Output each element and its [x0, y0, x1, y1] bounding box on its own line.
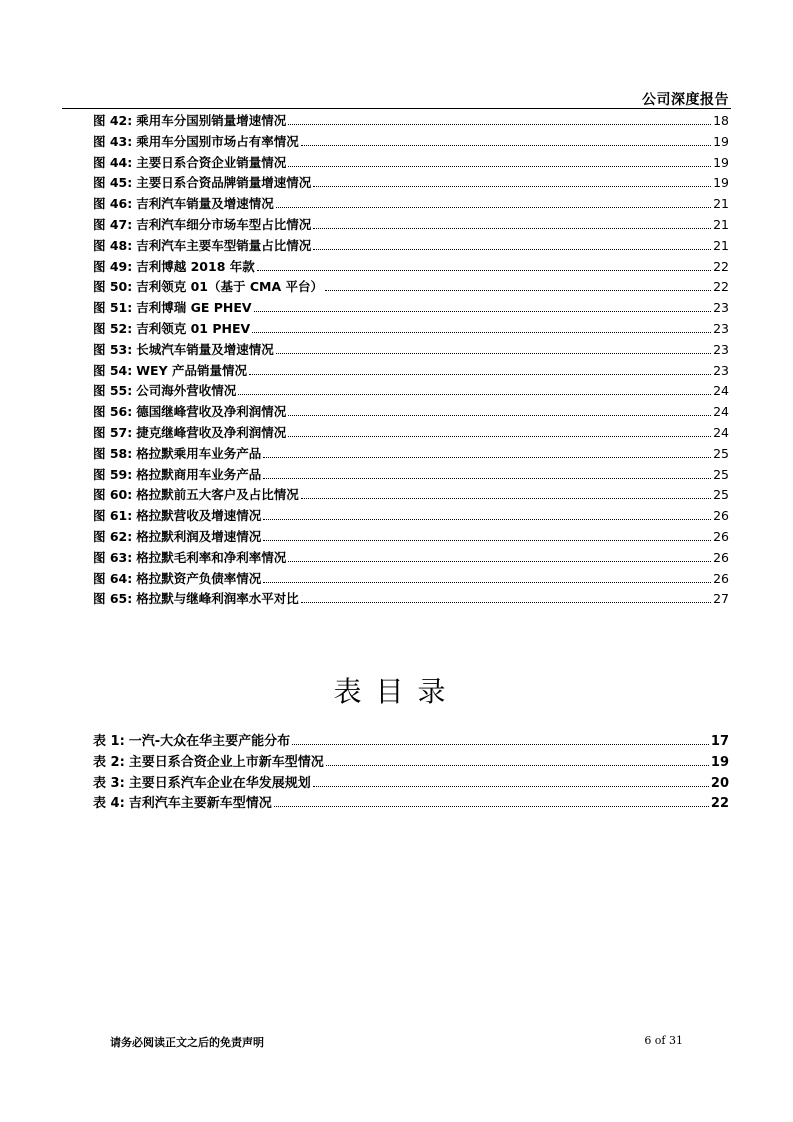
figure-toc-entry-title: 公司海外营收情况 — [136, 383, 237, 399]
figure-toc-entry[interactable] — [93, 402, 729, 423]
figure-toc-entry-title: 吉利汽车主要车型销量占比情况 — [136, 237, 312, 253]
figure-toc-entry[interactable] — [93, 340, 729, 361]
figure-toc-entry-number: 图 46: — [93, 196, 133, 212]
figure-toc-entry-number: 图 51: — [93, 300, 133, 316]
figure-toc-entry-title: 乘用车分国别销量增速情况 — [136, 113, 287, 128]
figure-toc-entry-number: 图 44: — [93, 154, 133, 170]
dot-leader — [257, 258, 711, 270]
table-toc-entry-title: 主要日系汽车企业在华发展规划 — [128, 775, 311, 791]
figure-toc-entry-page: 23 — [713, 341, 729, 357]
figure-toc-entry-page: 21 — [713, 216, 729, 232]
figure-toc-entry-number: 图 61: — [93, 508, 133, 524]
table-toc-entry-number: 表 3: — [93, 775, 125, 791]
figure-toc-entry-page: 23 — [713, 362, 729, 378]
figure-toc-entry[interactable] — [93, 506, 729, 527]
table-toc-entry[interactable] — [93, 792, 729, 813]
figure-toc-entry-number: 图 62: — [93, 528, 133, 544]
dot-leader — [263, 570, 711, 582]
figure-toc-entry-title: 格拉默乘用车业务产品 — [136, 445, 262, 461]
figure-toc-entry-page: 21 — [713, 196, 729, 212]
figure-toc-entry-page: 18 — [713, 113, 729, 128]
figure-toc-entry-title: 格拉默利润及增速情况 — [136, 528, 262, 544]
dot-leader — [276, 342, 711, 354]
table-toc-entry-page: 19 — [710, 754, 729, 770]
figure-toc-entry-number: 图 60: — [93, 487, 133, 503]
figure-toc-entry-page: 23 — [713, 320, 729, 336]
figure-toc-entry-number: 图 59: — [93, 466, 133, 482]
figure-toc-entry[interactable] — [93, 132, 729, 153]
figure-toc-entry-label — [93, 465, 261, 483]
dot-leader — [288, 154, 711, 166]
figure-toc-entry-title: 吉利领克 01（基于 CMA 平台） — [136, 279, 323, 295]
table-toc-entry-label — [93, 772, 311, 791]
figure-toc-entry-title: 主要日系合资品牌销量增速情况 — [136, 175, 312, 191]
figure-toc-entry-title: 德国继峰营收及净利润情况 — [136, 404, 287, 420]
figure-toc-entry[interactable] — [93, 194, 729, 215]
dot-leader — [313, 238, 711, 250]
table-toc-entry[interactable] — [93, 730, 729, 751]
figure-toc-entry[interactable] — [93, 527, 729, 548]
figure-toc-entry-number: 图 43: — [93, 133, 133, 149]
figure-toc-entry-label — [93, 153, 286, 171]
figure-toc-entry-number: 图 49: — [93, 258, 133, 274]
figure-toc-list — [93, 111, 729, 610]
table-toc-entry-title: 吉利汽车主要新车型情况 — [128, 796, 272, 812]
figure-toc-entry-label — [93, 298, 252, 316]
figure-toc-entry-number: 图 63: — [93, 549, 133, 565]
dot-leader — [313, 774, 709, 787]
table-toc-entry-label — [93, 751, 324, 770]
figure-toc-entry-label — [93, 506, 261, 524]
dot-leader — [276, 196, 711, 208]
dot-leader — [313, 175, 711, 187]
table-toc-entry-page: 22 — [710, 796, 729, 812]
table-toc-entry-label — [93, 730, 290, 749]
figure-toc-entry-label — [93, 277, 323, 295]
figure-toc-entry-number: 图 58: — [93, 445, 133, 461]
figure-toc-entry-title: 主要日系合资企业销量情况 — [136, 154, 287, 170]
dot-leader — [301, 487, 711, 499]
figure-toc-entry[interactable] — [93, 381, 729, 402]
figure-toc-entry[interactable] — [93, 465, 729, 486]
dot-leader — [325, 279, 711, 291]
dot-leader — [274, 795, 709, 808]
figure-toc-entry-number: 图 52: — [93, 320, 133, 336]
dot-leader — [288, 549, 711, 561]
dot-leader — [326, 753, 709, 766]
figure-toc-entry-number: 图 45: — [93, 175, 133, 191]
figure-toc-entry-number: 图 57: — [93, 424, 133, 440]
page-number: 6 of 31 — [644, 1034, 683, 1047]
figure-toc-entry-page: 27 — [713, 591, 729, 607]
figure-toc-entry-page: 26 — [713, 508, 729, 524]
figure-toc-entry-label — [93, 361, 247, 379]
figure-toc-entry-label — [93, 444, 261, 462]
figure-toc-entry-title: 吉利汽车销量及增速情况 — [136, 196, 274, 212]
figure-toc-entry-label — [93, 402, 286, 420]
figure-toc-entry-title: 吉利博瑞 GE PHEV — [136, 300, 252, 316]
figure-toc-entry-label — [93, 423, 286, 441]
dot-leader — [263, 508, 711, 520]
figure-toc-entry-number: 图 56: — [93, 404, 133, 420]
figure-toc-entry-title: 吉利汽车细分市场车型占比情况 — [136, 216, 312, 232]
dot-leader — [288, 404, 711, 416]
figure-toc-entry-title: 格拉默与继峰利润率水平对比 — [136, 591, 299, 607]
figure-toc-entry[interactable] — [93, 589, 729, 610]
figure-toc-entry-title: 捷克继峰营收及净利润情况 — [136, 424, 287, 440]
figure-toc-entry[interactable] — [93, 215, 729, 236]
figure-toc-entry-label — [93, 111, 286, 129]
figure-toc-entry-page: 19 — [713, 175, 729, 191]
figure-toc-entry[interactable] — [93, 173, 729, 194]
header-divider — [62, 108, 731, 109]
table-toc-entry-number: 表 1: — [93, 734, 125, 749]
figure-toc-entry-page: 24 — [713, 383, 729, 399]
figure-toc-entry-number: 图 42: — [93, 113, 133, 128]
figure-toc-entry-page: 23 — [713, 300, 729, 316]
figure-toc-entry[interactable] — [93, 423, 729, 444]
figure-toc-entry-title: 吉利博越 2018 年款 — [136, 258, 255, 274]
figure-toc-entry[interactable] — [93, 277, 729, 298]
dot-leader — [249, 362, 711, 374]
figure-toc-entry-title: 格拉默营收及增速情况 — [136, 508, 262, 524]
dot-leader — [263, 466, 711, 478]
figure-toc-entry-label — [93, 319, 250, 337]
dot-leader — [313, 217, 711, 229]
figure-toc-entry-label — [93, 215, 311, 233]
figure-toc-entry[interactable] — [93, 298, 729, 319]
figure-toc-entry-number: 图 50: — [93, 279, 133, 295]
table-toc-entry[interactable] — [93, 772, 729, 793]
dot-leader — [301, 591, 711, 603]
dot-leader — [301, 134, 711, 146]
figure-toc-entry-label — [93, 548, 286, 566]
dot-leader — [263, 446, 711, 458]
dot-leader — [254, 300, 712, 312]
table-toc-entry-page: 17 — [710, 734, 729, 749]
figure-toc-entry-title: 格拉默资产负债率情况 — [136, 570, 262, 586]
figure-toc-entry[interactable] — [93, 257, 729, 278]
table-toc-entry-title: 主要日系合资企业上市新车型情况 — [128, 754, 324, 770]
figure-toc-entry-page: 22 — [713, 279, 729, 295]
figure-toc-entry-label — [93, 485, 299, 503]
figure-toc-entry-page: 26 — [713, 528, 729, 544]
dot-leader — [263, 529, 711, 541]
table-toc-heading: 表目录 — [333, 675, 460, 708]
figure-toc-entry-label — [93, 132, 299, 150]
figure-toc-entry-label — [93, 527, 261, 545]
figure-toc-entry[interactable] — [93, 236, 729, 257]
figure-toc-entry[interactable] — [93, 444, 729, 465]
figure-toc-entry[interactable] — [93, 569, 729, 590]
figure-toc-entry-number: 图 47: — [93, 216, 133, 232]
figure-toc-entry-label — [93, 589, 299, 607]
figure-toc-entry[interactable] — [93, 361, 729, 382]
figure-toc-entry-page: 25 — [713, 487, 729, 503]
figure-toc-entry-page: 19 — [713, 133, 729, 149]
figure-toc-entry-number: 图 54: — [93, 362, 133, 378]
figure-toc-entry[interactable] — [93, 319, 729, 340]
figure-toc-entry-number: 图 65: — [93, 591, 133, 607]
figure-toc-entry-number: 图 64: — [93, 570, 133, 586]
table-toc-entry-label — [93, 792, 272, 811]
figure-toc-entry-title: 格拉默商用车业务产品 — [136, 466, 262, 482]
figure-toc-entry-number: 图 53: — [93, 341, 133, 357]
dot-leader — [288, 425, 711, 437]
dot-leader — [292, 732, 709, 745]
figure-toc-entry-page: 19 — [713, 154, 729, 170]
figure-toc-entry-title: 长城汽车销量及增速情况 — [136, 341, 274, 357]
figure-toc-entry-title: 乘用车分国别市场占有率情况 — [136, 133, 299, 149]
figure-toc-entry-number: 图 55: — [93, 383, 133, 399]
figure-toc-entry-page: 22 — [713, 258, 729, 274]
table-toc-entry-number: 表 4: — [93, 796, 125, 812]
figure-toc-entry-title: WEY 产品销量情况 — [136, 362, 247, 378]
figure-toc-entry[interactable] — [93, 485, 729, 506]
dot-leader — [252, 321, 711, 333]
figure-toc-entry-label — [93, 257, 255, 275]
table-toc-entry-title: 一汽-大众在华主要产能分布 — [128, 734, 291, 749]
figure-toc-entry-page: 26 — [713, 570, 729, 586]
figure-toc-entry[interactable] — [93, 548, 729, 569]
figure-toc-entry-page: 25 — [713, 466, 729, 482]
table-toc-list — [93, 730, 729, 813]
figure-toc-entry-page: 21 — [713, 237, 729, 253]
dot-leader — [288, 113, 711, 125]
figure-toc-entry-label — [93, 194, 274, 212]
table-toc-entry[interactable] — [93, 751, 729, 772]
figure-toc-entry-page: 24 — [713, 424, 729, 440]
figure-toc-entry[interactable] — [93, 111, 729, 132]
figure-toc-entry-label — [93, 236, 311, 254]
figure-toc-entry-label — [93, 340, 274, 358]
figure-toc-entry-title: 格拉默毛利率和净利率情况 — [136, 549, 287, 565]
figure-toc-entry[interactable] — [93, 153, 729, 174]
figure-toc-entry-label — [93, 173, 311, 191]
table-toc-entry-page: 20 — [710, 775, 729, 791]
report-type-title: 公司深度报告 — [642, 92, 729, 108]
table-toc-entry-number: 表 2: — [93, 754, 125, 770]
figure-toc-entry-page: 24 — [713, 404, 729, 420]
figure-toc-entry-label — [93, 569, 261, 587]
figure-toc-entry-title: 格拉默前五大客户及占比情况 — [136, 487, 299, 503]
figure-toc-entry-page: 25 — [713, 445, 729, 461]
figure-toc-entry-page: 26 — [713, 549, 729, 565]
figure-toc-entry-label — [93, 381, 236, 399]
disclaimer-note: 请务必阅读正文之后的免责声明 — [110, 1036, 264, 1049]
figure-toc-entry-number: 图 48: — [93, 237, 133, 253]
dot-leader — [238, 383, 711, 395]
figure-toc-entry-title: 吉利领克 01 PHEV — [136, 320, 251, 336]
